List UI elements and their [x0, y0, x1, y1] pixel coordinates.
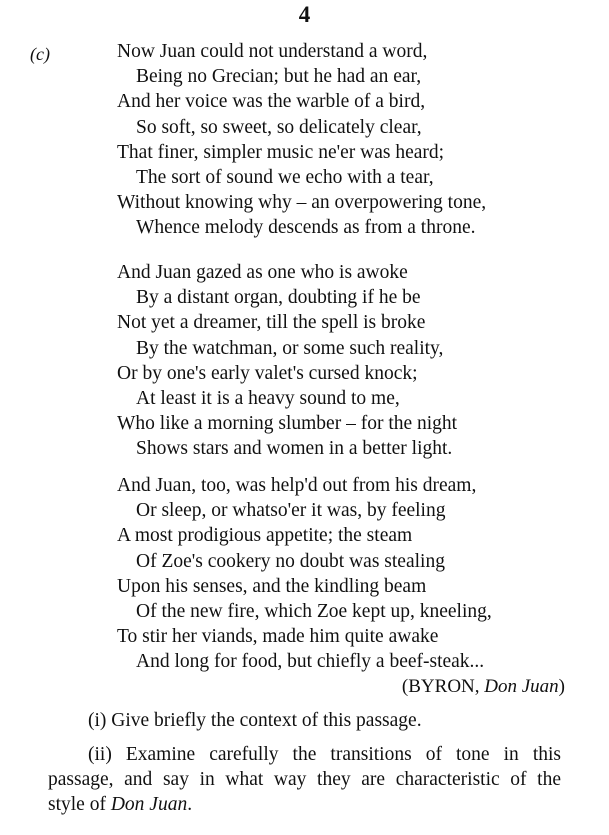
- poem-line: The sort of sound we echo with a tear,: [136, 167, 434, 188]
- attribution: [402, 676, 565, 698]
- poem-line: Of Zoe's cookery no doubt was stealing: [136, 550, 445, 572]
- poem-line: Who like a morning slumber – for the night: [117, 413, 458, 435]
- attribution-author: BYRON,: [408, 676, 480, 697]
- attribution-open: (: [401, 676, 409, 697]
- question-2-line-3-prefix: style of: [48, 794, 111, 815]
- attribution-work: Don Juan: [484, 676, 559, 697]
- poem-line: That finer, simpler music ne'er was heard;: [117, 141, 445, 163]
- question-2-line-2: passage, and say in what way they are characteristic of the: [48, 769, 561, 790]
- poem-line: So soft, so sweet, so delicately clear,: [136, 116, 422, 138]
- item-label: (c): [30, 44, 50, 64]
- poem-line: Upon his senses, and the kindling beam: [117, 575, 427, 597]
- poem-line: Now Juan could not understand a word,: [117, 41, 428, 62]
- poem-line: And Juan gazed as one who is awoke: [117, 262, 408, 283]
- poem-line: Or by one's early valet's cursed knock;: [117, 362, 418, 384]
- poem-line: By a distant organ, doubting if he be: [136, 287, 421, 309]
- poem-line: Being no Grecian; but he had an ear,: [136, 66, 422, 88]
- poem-line: And Juan, too, was help'd out from his dream,: [117, 475, 477, 496]
- poem-line: And long for food, but chiefly a beef-steak...: [136, 651, 485, 673]
- question-2-line-3-suffix: .: [187, 794, 193, 815]
- poem-line: Of the new fire, which Zoe kept up, kneeling,: [136, 601, 492, 622]
- poem-line: Shows stars and women in a better light.: [136, 438, 453, 460]
- poem-line: To stir her viands, made him quite awake: [117, 626, 439, 648]
- question-2-line-1: (ii) Examine carefully the transitions of tone in this: [88, 744, 561, 765]
- attribution-close: ): [558, 676, 565, 697]
- page-number: 4: [298, 2, 311, 27]
- poem-line: By the watchman, or some such reality,: [136, 337, 444, 359]
- poem-line: Whence melody descends as from a throne.: [136, 217, 476, 239]
- poem-line: Without knowing why – an overpowering tone,: [117, 192, 487, 214]
- poem-line: A most prodigious appetite; the steam: [117, 525, 413, 547]
- question-2-line-3: [48, 792, 192, 817]
- poem-line: And her voice was the warble of a bird,: [117, 91, 426, 113]
- question-2-line-3-work: Don Juan: [110, 794, 188, 815]
- poem-line: Or sleep, or whatso'er it was, by feeling: [136, 500, 446, 522]
- question-1: (i) Give briefly the context of this passage.: [88, 710, 422, 731]
- poem-line: Not yet a dreamer, till the spell is broke: [117, 312, 426, 334]
- poem-line: At least it is a heavy sound to me,: [136, 388, 400, 409]
